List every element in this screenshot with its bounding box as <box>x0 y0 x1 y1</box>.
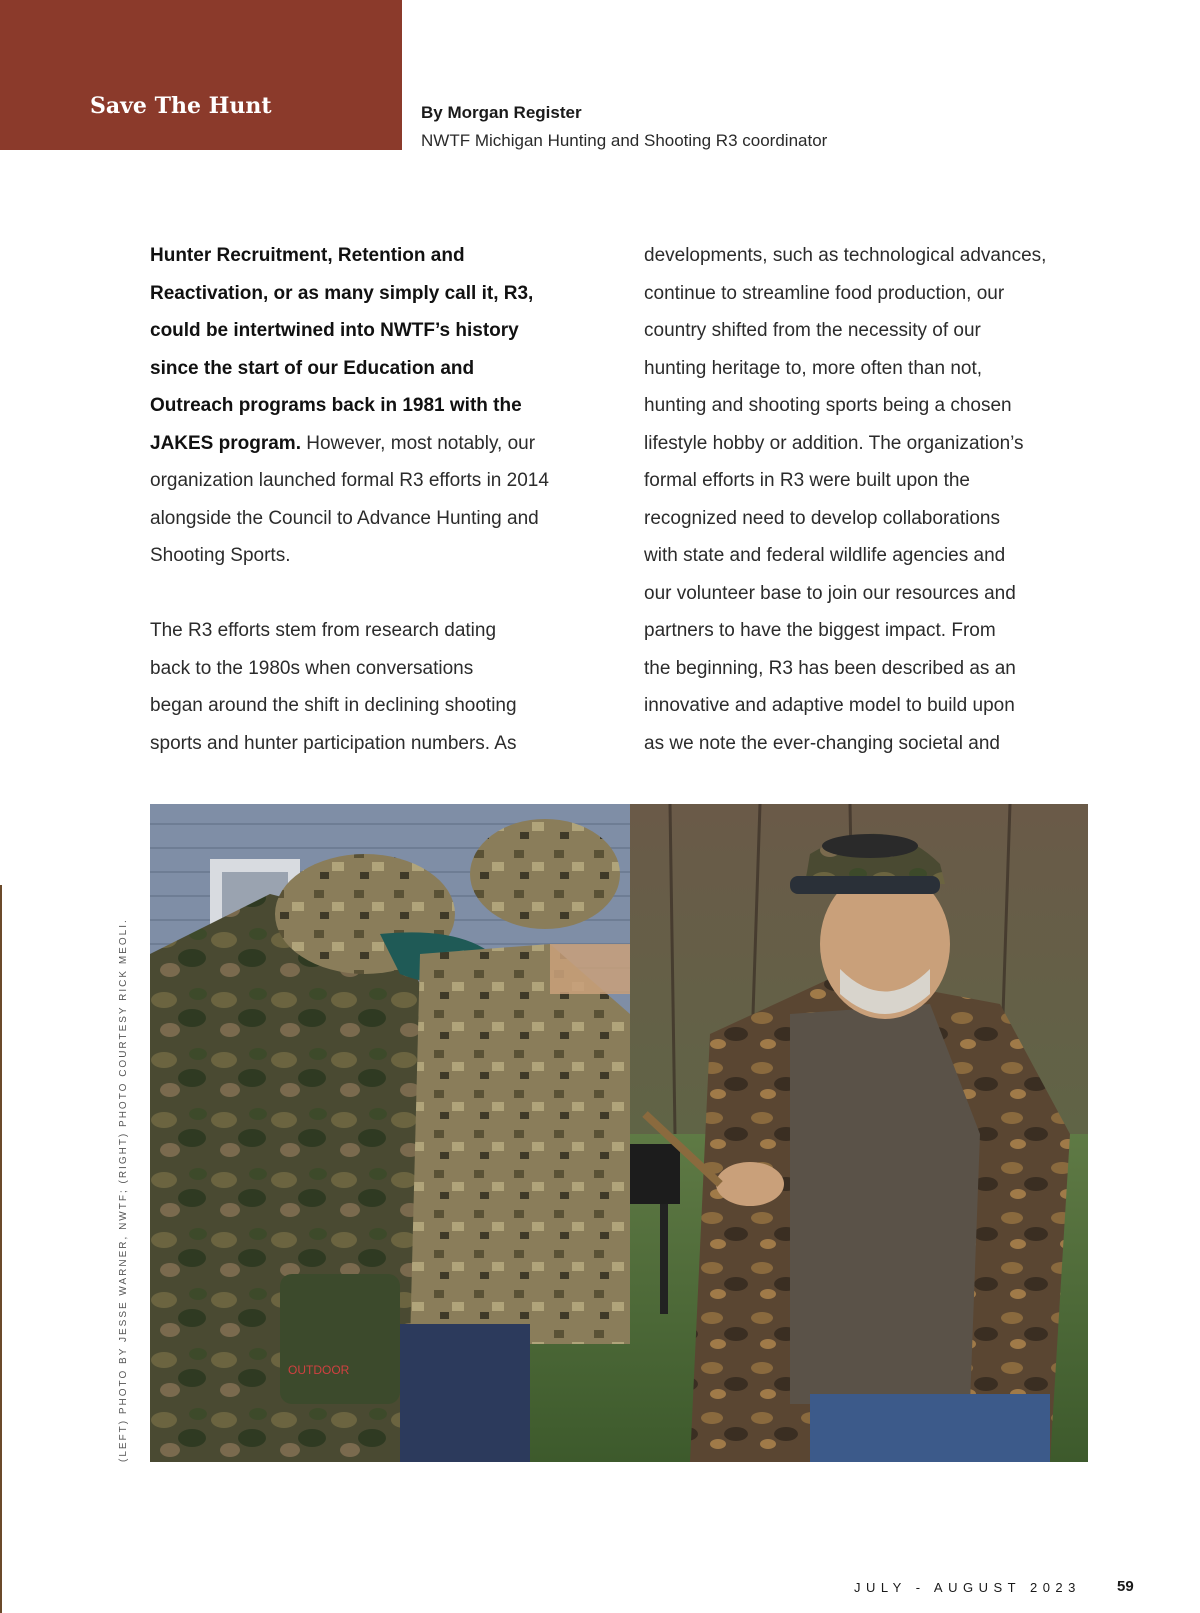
body-line: sports and hunter participation numbers. As <box>150 732 517 754</box>
body-line: Shooting Sports. <box>150 545 291 566</box>
section-banner <box>0 0 402 150</box>
author-role: NWTF Michigan Hunting and Shooting R3 coordinator <box>421 131 828 150</box>
body-line: partners to have the biggest impact. From <box>644 620 996 641</box>
body-line: formal efforts in R3 were built upon the <box>644 470 970 491</box>
body-line: recognized need to develop collaborations <box>644 507 1000 529</box>
body-line: country shifted from the necessity of our <box>644 320 981 341</box>
body-line: as we note the ever-changing societal and <box>644 732 1000 754</box>
lead-mixed-line <box>150 425 610 463</box>
body-line: developments, such as technological advances, <box>644 245 1047 266</box>
body-line: the beginning, R3 has been described as an <box>644 657 1016 679</box>
page-edge-strip <box>0 885 2 1613</box>
article-left-column <box>150 237 610 762</box>
lead-line: since the start of our Education and <box>150 357 475 379</box>
lead-line: Hunter Recruitment, Retention and <box>150 245 465 266</box>
body-line: alongside the Council to Advance Hunting and <box>150 507 539 529</box>
lead-bold-tail: JAKES program. <box>150 432 301 454</box>
lead-line: Outreach programs back in 1981 with the <box>150 395 522 416</box>
issue-date: JULY - AUGUST 2023 <box>854 1580 1081 1595</box>
body-line: hunting heritage to, more often than not, <box>644 357 983 379</box>
photo-credit: (LEFT) PHOTO BY JESSE WARNER, NWTF; (RIGHT) PHOTO COURTESY RICK MEOLI. <box>118 918 129 1462</box>
hunters-photo <box>150 804 1088 1462</box>
lead-rest-text: However, most notably, our <box>300 432 536 454</box>
body-line: with state and federal wildlife agencies and <box>644 545 1006 566</box>
section-title: Save The Hunt <box>90 93 272 119</box>
lead-line: Reactivation, or as many simply call it, R3, <box>150 282 534 304</box>
body-line: organization launched formal R3 efforts in 2014 <box>150 470 549 491</box>
article-right-column <box>644 237 1104 762</box>
body-line: innovative and adaptive model to build upon <box>644 695 1015 716</box>
body-line: lifestyle hobby or addition. The organization’s <box>644 432 1024 454</box>
body-line: our volunteer base to join our resources and <box>644 582 1016 604</box>
byline: By Morgan Register <box>421 103 582 122</box>
vest-brand-text: OUTDOOR <box>288 1363 350 1377</box>
body-line: hunting and shooting sports being a chosen <box>644 395 1012 416</box>
body-line: began around the shift in declining shooting <box>150 695 517 716</box>
body-line: continue to streamline food production, our <box>644 282 1005 304</box>
body-line: The R3 efforts stem from research dating <box>150 620 497 641</box>
paragraph-gap <box>150 575 610 613</box>
body-line: back to the 1980s when conversations <box>150 657 474 679</box>
page-number: 59 <box>1117 1578 1134 1595</box>
lead-line: could be intertwined into NWTF’s history <box>150 320 519 341</box>
